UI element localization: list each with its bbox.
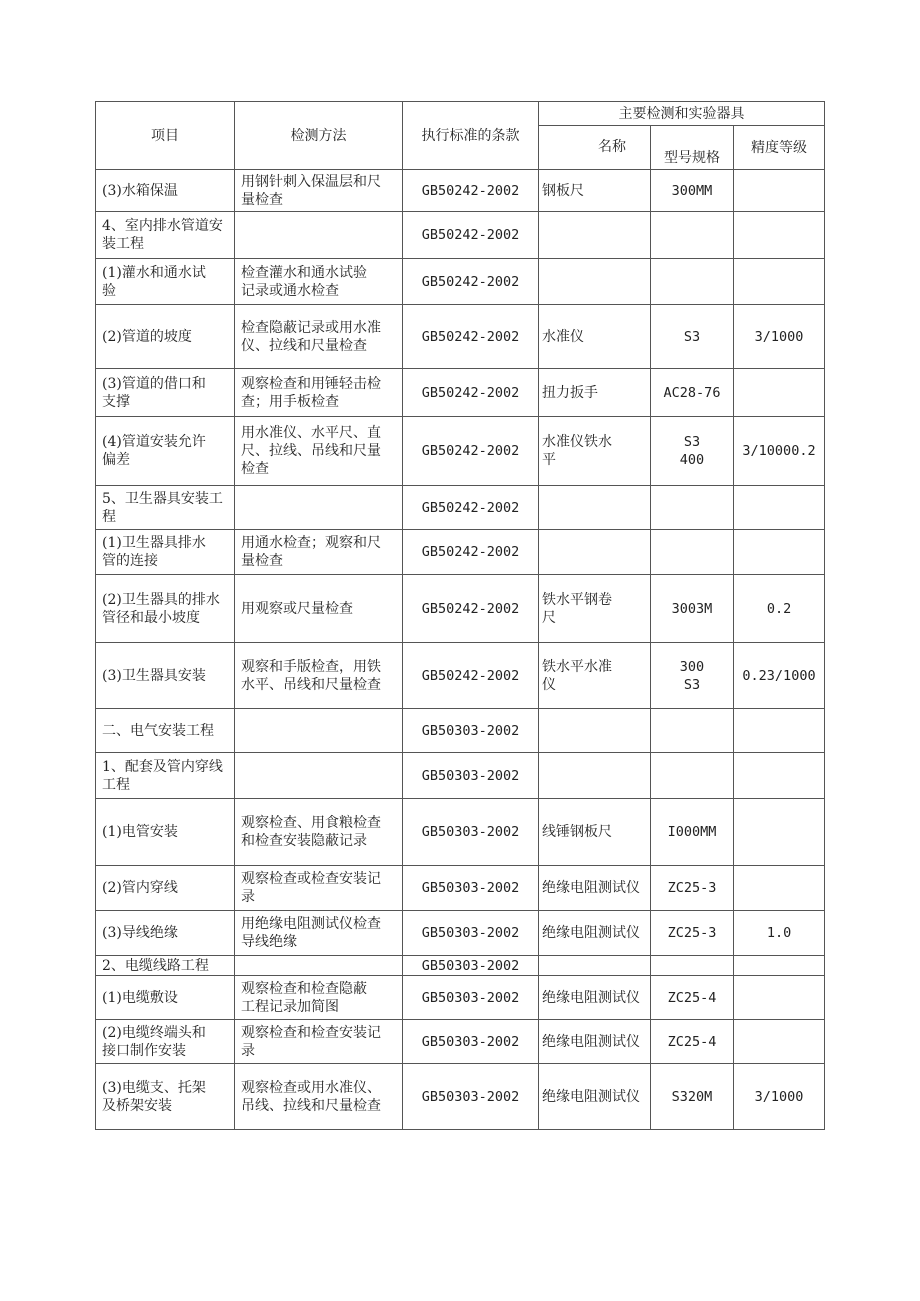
table-row — [96, 417, 825, 486]
table-row — [96, 1020, 825, 1064]
cell-item: (4)管道安装允许 偏差 — [96, 417, 235, 486]
cell-item: (3)导线绝缘 — [96, 911, 235, 956]
cell-method — [235, 753, 403, 799]
cell-standard: GB50242-2002 — [403, 259, 539, 305]
cell-standard: GB50242-2002 — [403, 369, 539, 417]
cell-standard: GB50242-2002 — [403, 212, 539, 259]
cell-standard: GB50303-2002 — [403, 709, 539, 753]
cell-item: (3)电缆支、托架 及桥架安装 — [96, 1064, 235, 1130]
cell-method: 观察检查和用锤轻击检 查；用手板检查 — [235, 369, 403, 417]
cell-precision — [734, 170, 825, 212]
cell-model — [651, 709, 734, 753]
cell-equipment-name: 绝缘电阻测试仪 — [539, 976, 651, 1020]
header-method: 检测方法 — [235, 102, 403, 170]
cell-model — [651, 956, 734, 976]
cell-standard: GB50303-2002 — [403, 1020, 539, 1064]
cell-equipment-name: 绝缘电阻测试仪 — [539, 866, 651, 911]
cell-model — [651, 486, 734, 530]
header-name: 名称 — [539, 126, 651, 170]
table-row — [96, 643, 825, 709]
cell-item: 2、电缆线路工程 — [96, 956, 235, 976]
cell-item: 1、配套及管内穿线 工程 — [96, 753, 235, 799]
cell-method: 观察检查或用水准仪、 吊线、拉线和尺量检查 — [235, 1064, 403, 1130]
table-row — [96, 259, 825, 305]
cell-precision — [734, 212, 825, 259]
cell-item: (1)电缆敷设 — [96, 976, 235, 1020]
table-row — [96, 212, 825, 259]
cell-equipment-name — [539, 709, 651, 753]
table-row — [96, 305, 825, 369]
cell-standard: GB50242-2002 — [403, 305, 539, 369]
cell-precision — [734, 956, 825, 976]
cell-precision — [734, 753, 825, 799]
cell-equipment-name: 钢板尺 — [539, 170, 651, 212]
cell-precision — [734, 530, 825, 575]
cell-item: (3)卫生器具安装 — [96, 643, 235, 709]
cell-standard: GB50303-2002 — [403, 753, 539, 799]
cell-precision: 3/1000 — [734, 1064, 825, 1130]
cell-precision — [734, 486, 825, 530]
header-item: 项目 — [96, 102, 235, 170]
cell-precision — [734, 866, 825, 911]
cell-equipment-name: 线锤钢板尺 — [539, 799, 651, 866]
cell-model: ZC25-3 — [651, 866, 734, 911]
table-row — [96, 866, 825, 911]
cell-model: 300 S3 — [651, 643, 734, 709]
cell-item: (2)电缆终端头和 接口制作安装 — [96, 1020, 235, 1064]
cell-standard: GB50303-2002 — [403, 956, 539, 976]
cell-model — [651, 753, 734, 799]
cell-equipment-name — [539, 212, 651, 259]
cell-model: 3003M — [651, 575, 734, 643]
cell-item: 4、室内排水管道安 装工程 — [96, 212, 235, 259]
cell-standard: GB50242-2002 — [403, 530, 539, 575]
cell-precision: 3/10000.2 — [734, 417, 825, 486]
cell-method: 观察检查或检查安装记 录 — [235, 866, 403, 911]
cell-equipment-name: 铁水平水准 仪 — [539, 643, 651, 709]
header-model: 型号规格 — [651, 126, 734, 170]
table-row — [96, 911, 825, 956]
cell-equipment-name — [539, 486, 651, 530]
cell-equipment-name: 扭力扳手 — [539, 369, 651, 417]
cell-model: S3 — [651, 305, 734, 369]
cell-equipment-name: 绝缘电阻测试仪 — [539, 911, 651, 956]
table-row — [96, 799, 825, 866]
cell-equipment-name: 绝缘电阻测试仪 — [539, 1064, 651, 1130]
cell-precision — [734, 976, 825, 1020]
cell-precision: 0.2 — [734, 575, 825, 643]
cell-standard: GB50303-2002 — [403, 911, 539, 956]
cell-item: (2)管内穿线 — [96, 866, 235, 911]
cell-method — [235, 709, 403, 753]
cell-method — [235, 956, 403, 976]
header-standard: 执行标准的条款 — [403, 102, 539, 170]
table-row — [96, 956, 825, 976]
cell-model: ZC25-4 — [651, 1020, 734, 1064]
header-precision: 精度等级 — [734, 126, 825, 170]
table-row — [96, 530, 825, 575]
cell-standard: GB50303-2002 — [403, 976, 539, 1020]
cell-method: 观察检查、用食粮检查 和检查安装隐蔽记录 — [235, 799, 403, 866]
cell-item: (3)水箱保温 — [96, 170, 235, 212]
cell-method — [235, 486, 403, 530]
table-row — [96, 709, 825, 753]
cell-method: 用水准仪、水平尺、直 尺、拉线、吊线和尺量 检查 — [235, 417, 403, 486]
cell-model — [651, 530, 734, 575]
cell-model: ZC25-4 — [651, 976, 734, 1020]
cell-standard: GB50242-2002 — [403, 170, 539, 212]
cell-item: (2)管道的坡度 — [96, 305, 235, 369]
cell-precision: 1.0 — [734, 911, 825, 956]
cell-standard: GB50242-2002 — [403, 643, 539, 709]
cell-model — [651, 212, 734, 259]
cell-method: 用绝缘电阻测试仪检查 导线绝缘 — [235, 911, 403, 956]
cell-model: AC28-76 — [651, 369, 734, 417]
cell-method — [235, 212, 403, 259]
header-row-1 — [96, 102, 825, 126]
cell-standard: GB50303-2002 — [403, 1064, 539, 1130]
table-row — [96, 170, 825, 212]
cell-precision — [734, 369, 825, 417]
cell-method: 用钢针刺入保温层和尺 量检查 — [235, 170, 403, 212]
cell-equipment-name — [539, 753, 651, 799]
cell-method: 检查隐蔽记录或用水准 仪、拉线和尺量检查 — [235, 305, 403, 369]
cell-standard: GB50242-2002 — [403, 417, 539, 486]
cell-standard: GB50303-2002 — [403, 799, 539, 866]
cell-model: ZC25-3 — [651, 911, 734, 956]
cell-standard: GB50242-2002 — [403, 575, 539, 643]
table-row — [96, 486, 825, 530]
cell-item: 二、电气安装工程 — [96, 709, 235, 753]
cell-item: (1)电管安装 — [96, 799, 235, 866]
cell-item: (1)卫生器具排水 管的连接 — [96, 530, 235, 575]
cell-method: 观察检查和检查安装记 录 — [235, 1020, 403, 1064]
cell-equipment-name: 水准仪 — [539, 305, 651, 369]
cell-equipment-name — [539, 956, 651, 976]
cell-method: 观察检查和检查隐蔽 工程记录加简图 — [235, 976, 403, 1020]
cell-standard: GB50303-2002 — [403, 866, 539, 911]
cell-equipment-name — [539, 259, 651, 305]
cell-model: 300MM — [651, 170, 734, 212]
table-row — [96, 369, 825, 417]
table-row — [96, 575, 825, 643]
cell-precision: 3/1000 — [734, 305, 825, 369]
cell-item: (3)管道的借口和 支撑 — [96, 369, 235, 417]
cell-equipment-name: 绝缘电阻测试仪 — [539, 1020, 651, 1064]
table-row — [96, 976, 825, 1020]
cell-standard: GB50242-2002 — [403, 486, 539, 530]
cell-equipment-name: 铁水平钢卷 尺 — [539, 575, 651, 643]
cell-model: S320M — [651, 1064, 734, 1130]
cell-precision: 0.23/1000 — [734, 643, 825, 709]
cell-equipment-name: 水准仪铁水 平 — [539, 417, 651, 486]
cell-precision — [734, 259, 825, 305]
cell-precision — [734, 709, 825, 753]
table-row — [96, 753, 825, 799]
table-row — [96, 1064, 825, 1130]
cell-method: 用观察或尺量检查 — [235, 575, 403, 643]
cell-precision — [734, 1020, 825, 1064]
cell-precision — [734, 799, 825, 866]
cell-model: S3 400 — [651, 417, 734, 486]
cell-item: 5、卫生器具安装工 程 — [96, 486, 235, 530]
cell-item: (1)灌水和通水试 验 — [96, 259, 235, 305]
cell-method: 检查灌水和通水试验 记录或通水检查 — [235, 259, 403, 305]
cell-item: (2)卫生器具的排水 管径和最小坡度 — [96, 575, 235, 643]
cell-method: 用通水检查；观察和尺 量检查 — [235, 530, 403, 575]
cell-method: 观察和手版检查，用铁 水平、吊线和尺量检查 — [235, 643, 403, 709]
inspection-table — [95, 101, 825, 1130]
cell-model — [651, 259, 734, 305]
cell-equipment-name — [539, 530, 651, 575]
header-equipment-group: 主要检测和实验器具 — [539, 102, 825, 126]
cell-model: I000MM — [651, 799, 734, 866]
